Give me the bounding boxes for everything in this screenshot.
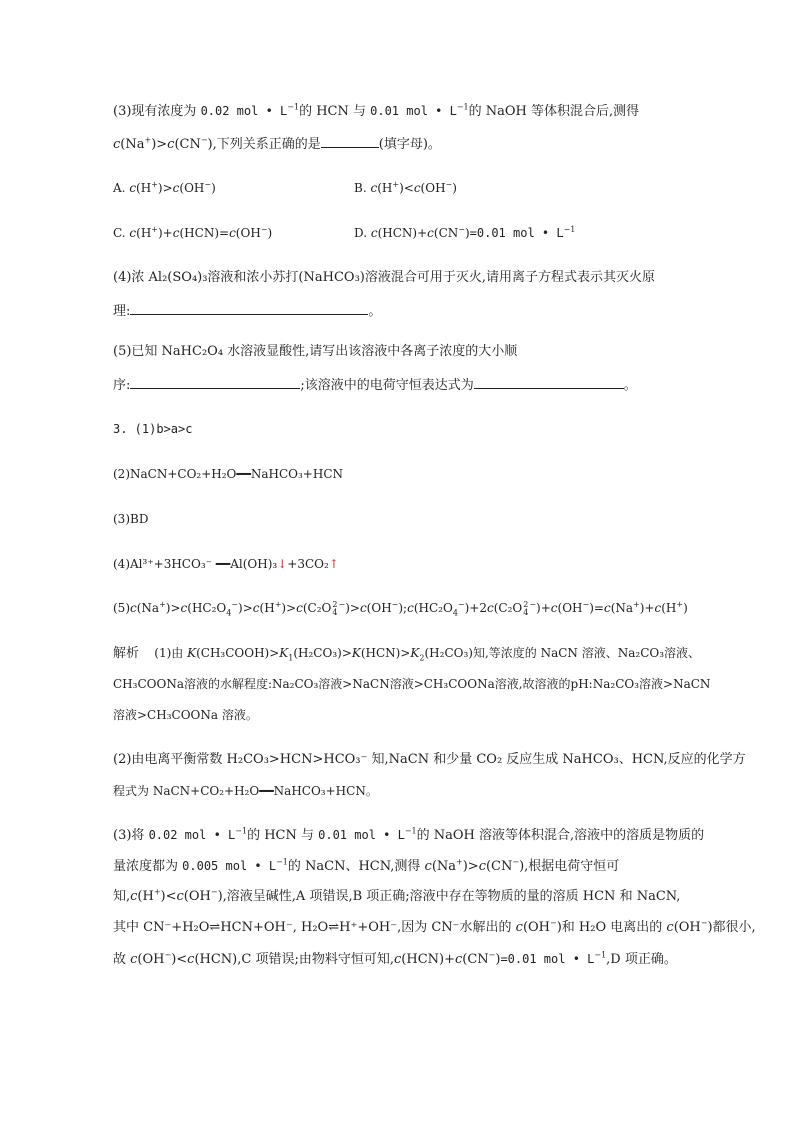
q4-line2	[113, 302, 381, 320]
analysis-p3-j: HCN+OH⁻, H₂O	[220, 920, 329, 935]
q3-option-b: B. c(H+)<c(OH−)	[354, 180, 457, 195]
gas-arrow-icon: ↑	[328, 557, 339, 571]
analysis-p3-d: 量浓度都为	[113, 859, 183, 874]
analysis-p3-conc-hcn: 0.02 mol • L	[148, 828, 236, 842]
q3-cond-tail: ,下列关系正确的是	[212, 137, 321, 152]
equilibrium-arrow-icon: ⇌	[209, 920, 221, 935]
q3-exp-1: −1	[287, 102, 300, 112]
analysis-p3-conc: 0.005 mol • L	[182, 859, 277, 873]
answer-4-right: Al(OH)₃	[230, 557, 278, 571]
analysis-p3-a: (3)将	[113, 828, 149, 843]
analysis-p3-p: =0.01 mol • L	[500, 952, 595, 966]
analysis-p3-l5: 故 c(OH−)<c(HCN),C 项错误;由物料守恒可知,c(HCN)+c(CN−)=0.01 mol • $L^{-1},D$ 项正确。	[113, 950, 677, 967]
q5-charge-blank[interactable]	[474, 376, 624, 389]
analysis-p3-i: 其中 CN⁻+H₂O	[113, 920, 210, 935]
analysis-p3-b: 的 HCN 与	[247, 828, 319, 843]
analysis-p3-exp-2: −1	[404, 826, 417, 836]
analysis-p3-l1	[113, 827, 704, 844]
analysis-p3-c: 的 NaOH 溶液等体积混合,溶液中的溶质是物质的	[416, 828, 705, 843]
q3-fill-hint: (填字母)。	[378, 137, 441, 152]
answer-5-label: (5)	[113, 601, 130, 615]
answer-5: $(5)c(Na^+)>c(HC_2O_4^-)>c(H^+)>c(C_2O$ 2 4 $^-)>c(OH^-);c(HC_2O_4^-)+2c(C_2O$ 2 4 −)+c(OH−)=c(Na+)+c(H+)	[113, 599, 688, 618]
analysis-p1-l1: 解析 (1)由 $K(CH_3COOH)>K_1(H_2CO_3)>K(HCN)>K_2(H_2CO_3)$知,等浓度的 NaCN 溶液、Na₂CO₃溶液、	[113, 646, 701, 663]
q4-answer-blank[interactable]	[130, 302, 368, 315]
analysis-p3-q: ,D 项正确。	[606, 952, 677, 967]
analysis-p3-l4: 其中 CN⁻+H₂O⇌HCN+OH⁻, H₂O⇌H⁺+OH⁻,因为 CN⁻水解出的 c(OH−)和 H₂O 电离出的 c(OH−)都很小,	[113, 918, 756, 935]
answer-4-left: (4)Al³⁺+3HCO₃⁻	[113, 557, 212, 571]
analysis-p3-g: 知,	[113, 889, 131, 904]
analysis-p3-conc-naoh: 0.01 mol • L	[318, 828, 405, 842]
q3-conc-naoh: 0.01 mol • L	[370, 104, 457, 118]
precipitate-arrow-icon: ↓	[277, 557, 288, 571]
answer-1: 3. (1)b>a>c	[113, 422, 193, 436]
q5-label: 序:	[113, 378, 131, 393]
analysis-p1-l3: 溶液>CH₃COONa 溶液。	[113, 708, 258, 722]
equals-bar: ━━	[215, 557, 231, 571]
analysis-p2-l2	[113, 783, 378, 799]
q5-end: 。	[623, 378, 637, 393]
q5-mid: ;该溶液中的电荷守恒表达式为	[300, 378, 474, 393]
answer-3: (3)BD	[113, 512, 149, 526]
q4-label: 理:	[113, 304, 131, 319]
q5-line1: (5)已知 NaHC₂O₄ 水溶液显酸性,请写出该溶液中各离子浓度的大小顺	[113, 344, 518, 359]
q5-line2	[113, 376, 637, 394]
q3-option-d-value: =0.01 mol • L	[469, 226, 564, 240]
q3-intro-a: (3)现有浓度为	[113, 104, 201, 119]
analysis-p3-exp-4: −1	[594, 950, 607, 960]
analysis-label: 解析	[113, 646, 140, 661]
q3-option-b-label: B.	[354, 181, 367, 195]
analysis-p3-l3: 知,c(H+)<c(OH−),溶液呈碱性,A 项错误,B 项正确;溶液中存在等物质的量的溶质 HCN 和 NaCN,	[113, 887, 681, 904]
q3-answer-blank[interactable]	[321, 135, 379, 148]
analysis-p3-l: 和 H₂O 电离出的	[561, 920, 667, 935]
analysis-p2-b: NaHCO₃+HCN。	[273, 784, 378, 798]
q5-order-blank[interactable]	[130, 376, 300, 389]
analysis-p1-a: (1)由	[154, 646, 188, 660]
q3-conc-hcn: 0.02 mol • L	[200, 104, 288, 118]
q3-exp-2: −1	[456, 102, 469, 112]
answer-2-left: (2)NaCN+CO₂+H₂O	[113, 467, 237, 481]
q3-intro-c: 的 NaOH 等体积混合后,测得	[468, 104, 640, 119]
q3-option-a-label: A.	[113, 181, 126, 195]
analysis-p3-l2: 量浓度都为 0.005 mol • $L^{-1}$的 NaCN、HCN,测得 c(Na+)>c(CN−),根据电荷守恒可	[113, 857, 620, 874]
analysis-p3-exp-3: −1	[276, 857, 288, 867]
analysis-p2-a: 程式为 NaCN+CO₂+H₂O	[113, 784, 260, 798]
analysis-p3-f: ,根据电荷守恒可	[524, 859, 620, 874]
analysis-p3-h: ,溶液呈碱性,A 项错误,B 项正确;溶液中存在等物质的量的溶质 HCN 和 NaCN,	[222, 889, 681, 904]
q3-option-d: D. c(HCN)+c(CN−)=0.01 mol • $L^{-1}$	[354, 225, 576, 240]
analysis-p3-o: ,C 项错误;由物料守恒可知,	[237, 952, 394, 967]
q3-intro-b: 的 HCN 与	[299, 104, 371, 119]
analysis-p3-exp-1: −1	[235, 826, 248, 836]
answer-4	[113, 556, 339, 572]
q3-option-c-label: C.	[113, 226, 126, 240]
analysis-p3-k: H⁺+OH⁻,因为 CN⁻水解出的	[339, 920, 516, 935]
q3-option-c: C. c(H+)+c(HCN)=c(OH−)	[113, 225, 273, 240]
analysis-p3-m: 都很小,	[712, 920, 756, 935]
analysis-p1-b: 知,等浓度的 NaCN 溶液、Na₂CO₃溶液、	[472, 646, 701, 660]
q3-option-a: A. c(H+)>c(OH−)	[113, 180, 216, 195]
equilibrium-arrow-icon: ⇌	[328, 920, 340, 935]
q3-option-d-label: D.	[354, 226, 368, 240]
answer-2-right: NaHCO₃+HCN	[250, 467, 343, 481]
equals-bar: ━━	[236, 467, 251, 481]
analysis-p1-l2: CH₃COONa溶液的水解程度:Na₂CO₃溶液>NaCN溶液>CH₃COONa溶液,故溶液的pH:Na₂CO₃溶液>NaCN	[113, 677, 711, 691]
q4-line1: (4)浓 Al₂(SO₄)₃溶液和浓小苏打(NaHCO₃)溶液混合可用于灭火,请用离子方程式表示其灭火原	[113, 270, 655, 285]
q4-end: 。	[368, 304, 382, 319]
q3-condition-line: c(Na+)>c(CN−),下列关系正确的是 (填字母)。	[113, 135, 441, 152]
analysis-p3-e: 的 NaCN、HCN,测得	[287, 859, 425, 874]
q3-option-d-exp: −1	[563, 225, 576, 234]
analysis-p3-n: 故	[113, 952, 131, 967]
answer-4-tail: +3CO₂	[287, 557, 329, 571]
equals-bar: ━━	[259, 784, 274, 798]
q3-intro-line	[113, 103, 639, 120]
analysis-p2-l1: (2)由电离平衡常数 H₂CO₃>HCN>HCO₃⁻ 知,NaCN 和少量 CO₂ 反应生成 NaHCO₃、HCN,反应的化学方	[113, 752, 746, 767]
answer-2	[113, 466, 343, 482]
